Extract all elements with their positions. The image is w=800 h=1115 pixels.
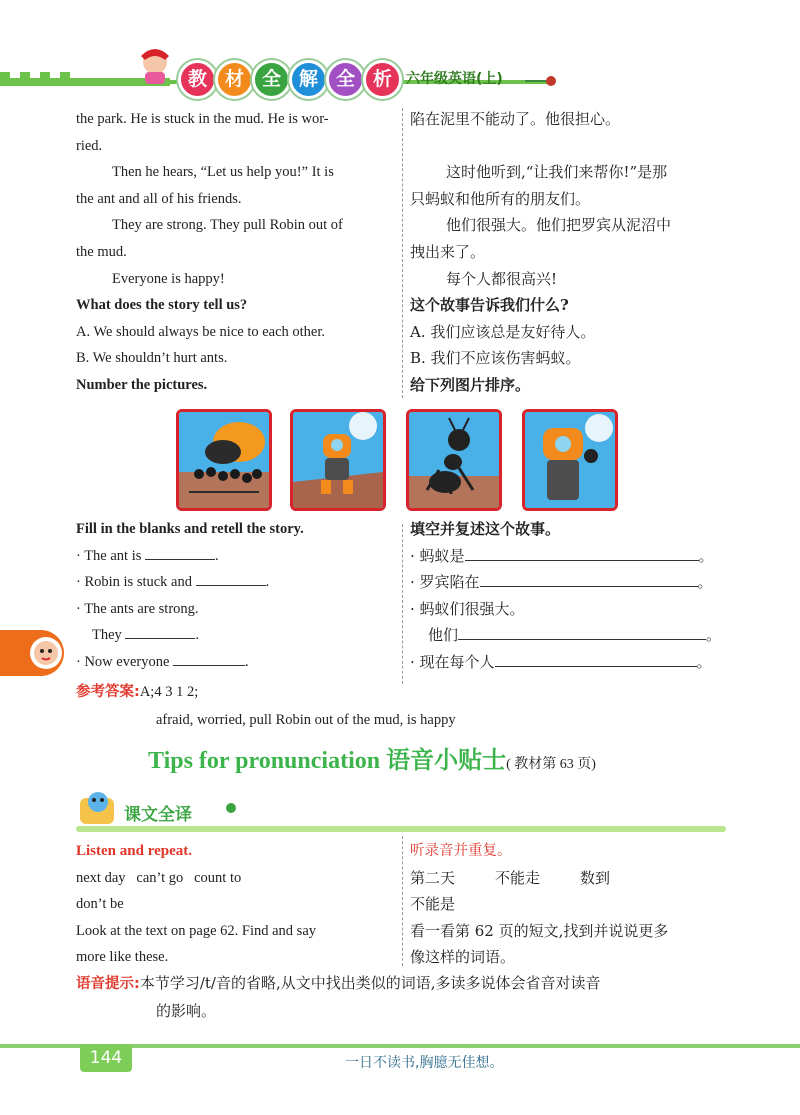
tips-title-zh: 语音小贴士 bbox=[386, 746, 507, 774]
story-en-line: the park. He is stuck in the mud. He is wor- bbox=[76, 111, 329, 127]
picture-robin-robot bbox=[290, 409, 386, 511]
blank-field[interactable] bbox=[145, 545, 215, 560]
blank-field[interactable] bbox=[125, 624, 195, 639]
story-en bbox=[76, 106, 394, 399]
tips-title-en: Tips for pronunciation bbox=[148, 748, 381, 774]
word: 数到 bbox=[580, 868, 611, 887]
listen-words-zh bbox=[410, 865, 728, 892]
word: next day bbox=[76, 869, 126, 886]
header-grade: 六年级英语(上) bbox=[406, 71, 503, 87]
story-en-line: the ant and all of his friends. bbox=[76, 190, 242, 207]
fill-title-en: Fill in the blanks and retell the story. bbox=[76, 521, 304, 537]
tips-title bbox=[148, 740, 596, 775]
blank-field[interactable] bbox=[495, 652, 697, 667]
fill-period: . bbox=[245, 653, 249, 670]
story-zh-line: 拽出来了。 bbox=[410, 242, 486, 261]
story-zh-line: 他们很强大。他们把罗宾从泥沼中 bbox=[446, 216, 672, 235]
header-title-char: 教 bbox=[178, 60, 217, 99]
story-zh bbox=[410, 106, 728, 399]
question-en: What does the story tell us? bbox=[76, 297, 248, 314]
hint-line1 bbox=[76, 970, 736, 998]
fill-period: 。 bbox=[698, 546, 714, 565]
fill-prompt: · Robin is stuck and bbox=[76, 574, 192, 591]
blank-field[interactable] bbox=[465, 546, 699, 561]
listen-words-en: don’t be bbox=[76, 896, 124, 913]
fill-title-zh: 填空并复述这个故事。 bbox=[410, 520, 561, 538]
option-en: A. We should always be nice to each other. bbox=[76, 323, 326, 340]
header-title-char: 全 bbox=[252, 60, 291, 99]
blank-field[interactable] bbox=[458, 625, 706, 640]
tips-note: ( 教材第 63 页) bbox=[506, 757, 596, 772]
column-divider bbox=[402, 524, 404, 684]
picture-robin-robot-happy bbox=[522, 409, 618, 511]
section-dot-icon bbox=[226, 803, 236, 813]
side-tab bbox=[0, 630, 64, 676]
answer-block bbox=[76, 678, 456, 734]
story-en-line: They are strong. They pull Robin out of bbox=[112, 217, 343, 234]
option-en: B. We shouldn’t hurt ants. bbox=[76, 350, 228, 367]
fill-zh-line bbox=[410, 543, 728, 570]
fill-zh-line bbox=[410, 622, 728, 649]
listen-title-en: Listen and repeat. bbox=[76, 843, 192, 859]
story-zh-line: 陷在泥里不能动了。他很担心。 bbox=[410, 110, 621, 128]
fill-prompt: 他们 bbox=[428, 626, 459, 645]
fill-zh-line bbox=[410, 569, 728, 596]
question-zh: 这个故事告诉我们什么? bbox=[410, 296, 569, 315]
story-zh-line: 每个人都很高兴! bbox=[446, 269, 558, 288]
fill-zh bbox=[410, 516, 728, 676]
picture-ants-pulling-robin bbox=[176, 409, 272, 511]
listen-text-zh: 看一看第 62 页的短文,找到并说说更多 bbox=[410, 921, 669, 940]
fill-en-line bbox=[76, 569, 394, 596]
section-bar bbox=[76, 826, 726, 832]
hint-block bbox=[76, 970, 736, 1025]
word: count to bbox=[194, 869, 242, 886]
blank-field[interactable] bbox=[480, 572, 698, 587]
fill-period: 。 bbox=[706, 626, 722, 645]
header-title-char: 解 bbox=[289, 60, 328, 99]
story-zh-spacer bbox=[410, 133, 728, 160]
header-arrow-icon bbox=[525, 72, 561, 91]
story-en-line: ried. bbox=[76, 137, 103, 154]
blank-field[interactable] bbox=[196, 571, 266, 586]
word: can’t go bbox=[136, 869, 184, 886]
fill-en-line: · The ants are strong. bbox=[76, 600, 199, 617]
word: 第二天 bbox=[410, 868, 456, 887]
story-zh-line: 这时他听到,“让我们来帮你!”是那 bbox=[446, 163, 668, 182]
story-en-line: Everyone is happy! bbox=[112, 270, 225, 287]
fill-prompt: They bbox=[92, 627, 122, 644]
story-en-line: the mud. bbox=[76, 243, 127, 260]
word: 不能走 bbox=[495, 868, 541, 887]
answer-line2: afraid, worried, pull Robin out of the mud, is happy bbox=[156, 712, 456, 728]
fill-period: . bbox=[195, 627, 200, 644]
fill-period: 。 bbox=[697, 573, 713, 592]
fill-en-line bbox=[76, 543, 394, 570]
header-title-char: 析 bbox=[363, 60, 402, 99]
header-title-char: 材 bbox=[215, 60, 254, 99]
fill-prompt: · 蚂蚁是 bbox=[410, 546, 465, 565]
fill-en bbox=[76, 516, 394, 676]
column-divider bbox=[402, 108, 404, 398]
listen-en bbox=[76, 838, 394, 971]
fill-prompt: · The ant is bbox=[76, 547, 142, 564]
answer-line1 bbox=[76, 678, 456, 706]
fill-prompt: · 罗宾陷在 bbox=[410, 573, 480, 592]
story-en-line: Then he hears, “Let us help you!” It is bbox=[112, 164, 334, 181]
fill-prompt: · 现在每个人 bbox=[410, 652, 495, 671]
listen-text-en: Look at the text on page 62. Find and say bbox=[76, 922, 317, 939]
hint-line2: 的影响。 bbox=[156, 1002, 217, 1020]
picture-ant bbox=[406, 409, 502, 511]
story-zh-line: 只蚂蚁和他所有的朋友们。 bbox=[410, 189, 591, 208]
listen-zh bbox=[410, 838, 728, 971]
listen-words-en bbox=[76, 865, 394, 892]
option-zh: B. 我们不应该伤害蚂蚁。 bbox=[410, 349, 581, 368]
header-title-char: 全 bbox=[326, 60, 365, 99]
fill-en-line bbox=[76, 649, 394, 676]
answer-text: A;4 3 1 2; bbox=[139, 684, 199, 700]
fill-period: 。 bbox=[696, 652, 712, 671]
listen-words-zh: 不能是 bbox=[410, 895, 456, 914]
option-zh: A. 我们应该总是友好待人。 bbox=[410, 322, 596, 341]
fill-zh-line: · 蚂蚁们很强大。 bbox=[410, 599, 525, 618]
fill-period: . bbox=[265, 574, 270, 591]
hint-label: 语音提示: bbox=[76, 976, 140, 992]
listen-text-zh: 像这样的词语。 bbox=[410, 948, 516, 967]
fill-en-line bbox=[76, 622, 394, 649]
listen-text-en: more like these. bbox=[76, 949, 169, 966]
column-divider bbox=[402, 836, 404, 966]
fill-period: . bbox=[215, 547, 219, 564]
footer-motto: 一日不读书,胸臆无佳想。 bbox=[345, 1055, 504, 1071]
hint-text: 本节学习/t/音的省略,从文中找出类似的词语,多读多说体会省音对读音 bbox=[139, 974, 601, 992]
listen-title-zh: 听录音并重复。 bbox=[410, 843, 512, 859]
fill-zh-line bbox=[410, 649, 728, 676]
number-task-en: Number the pictures. bbox=[76, 376, 208, 393]
blank-field[interactable] bbox=[173, 651, 245, 666]
page-number: 144 bbox=[80, 1044, 132, 1072]
header-mascot-icon bbox=[135, 46, 175, 86]
answer-label: 参考答案: bbox=[76, 684, 140, 700]
fill-prompt: · Now everyone bbox=[76, 653, 170, 670]
section-label: 课文全译 bbox=[124, 805, 192, 825]
number-task-zh: 给下列图片排序。 bbox=[410, 375, 531, 394]
